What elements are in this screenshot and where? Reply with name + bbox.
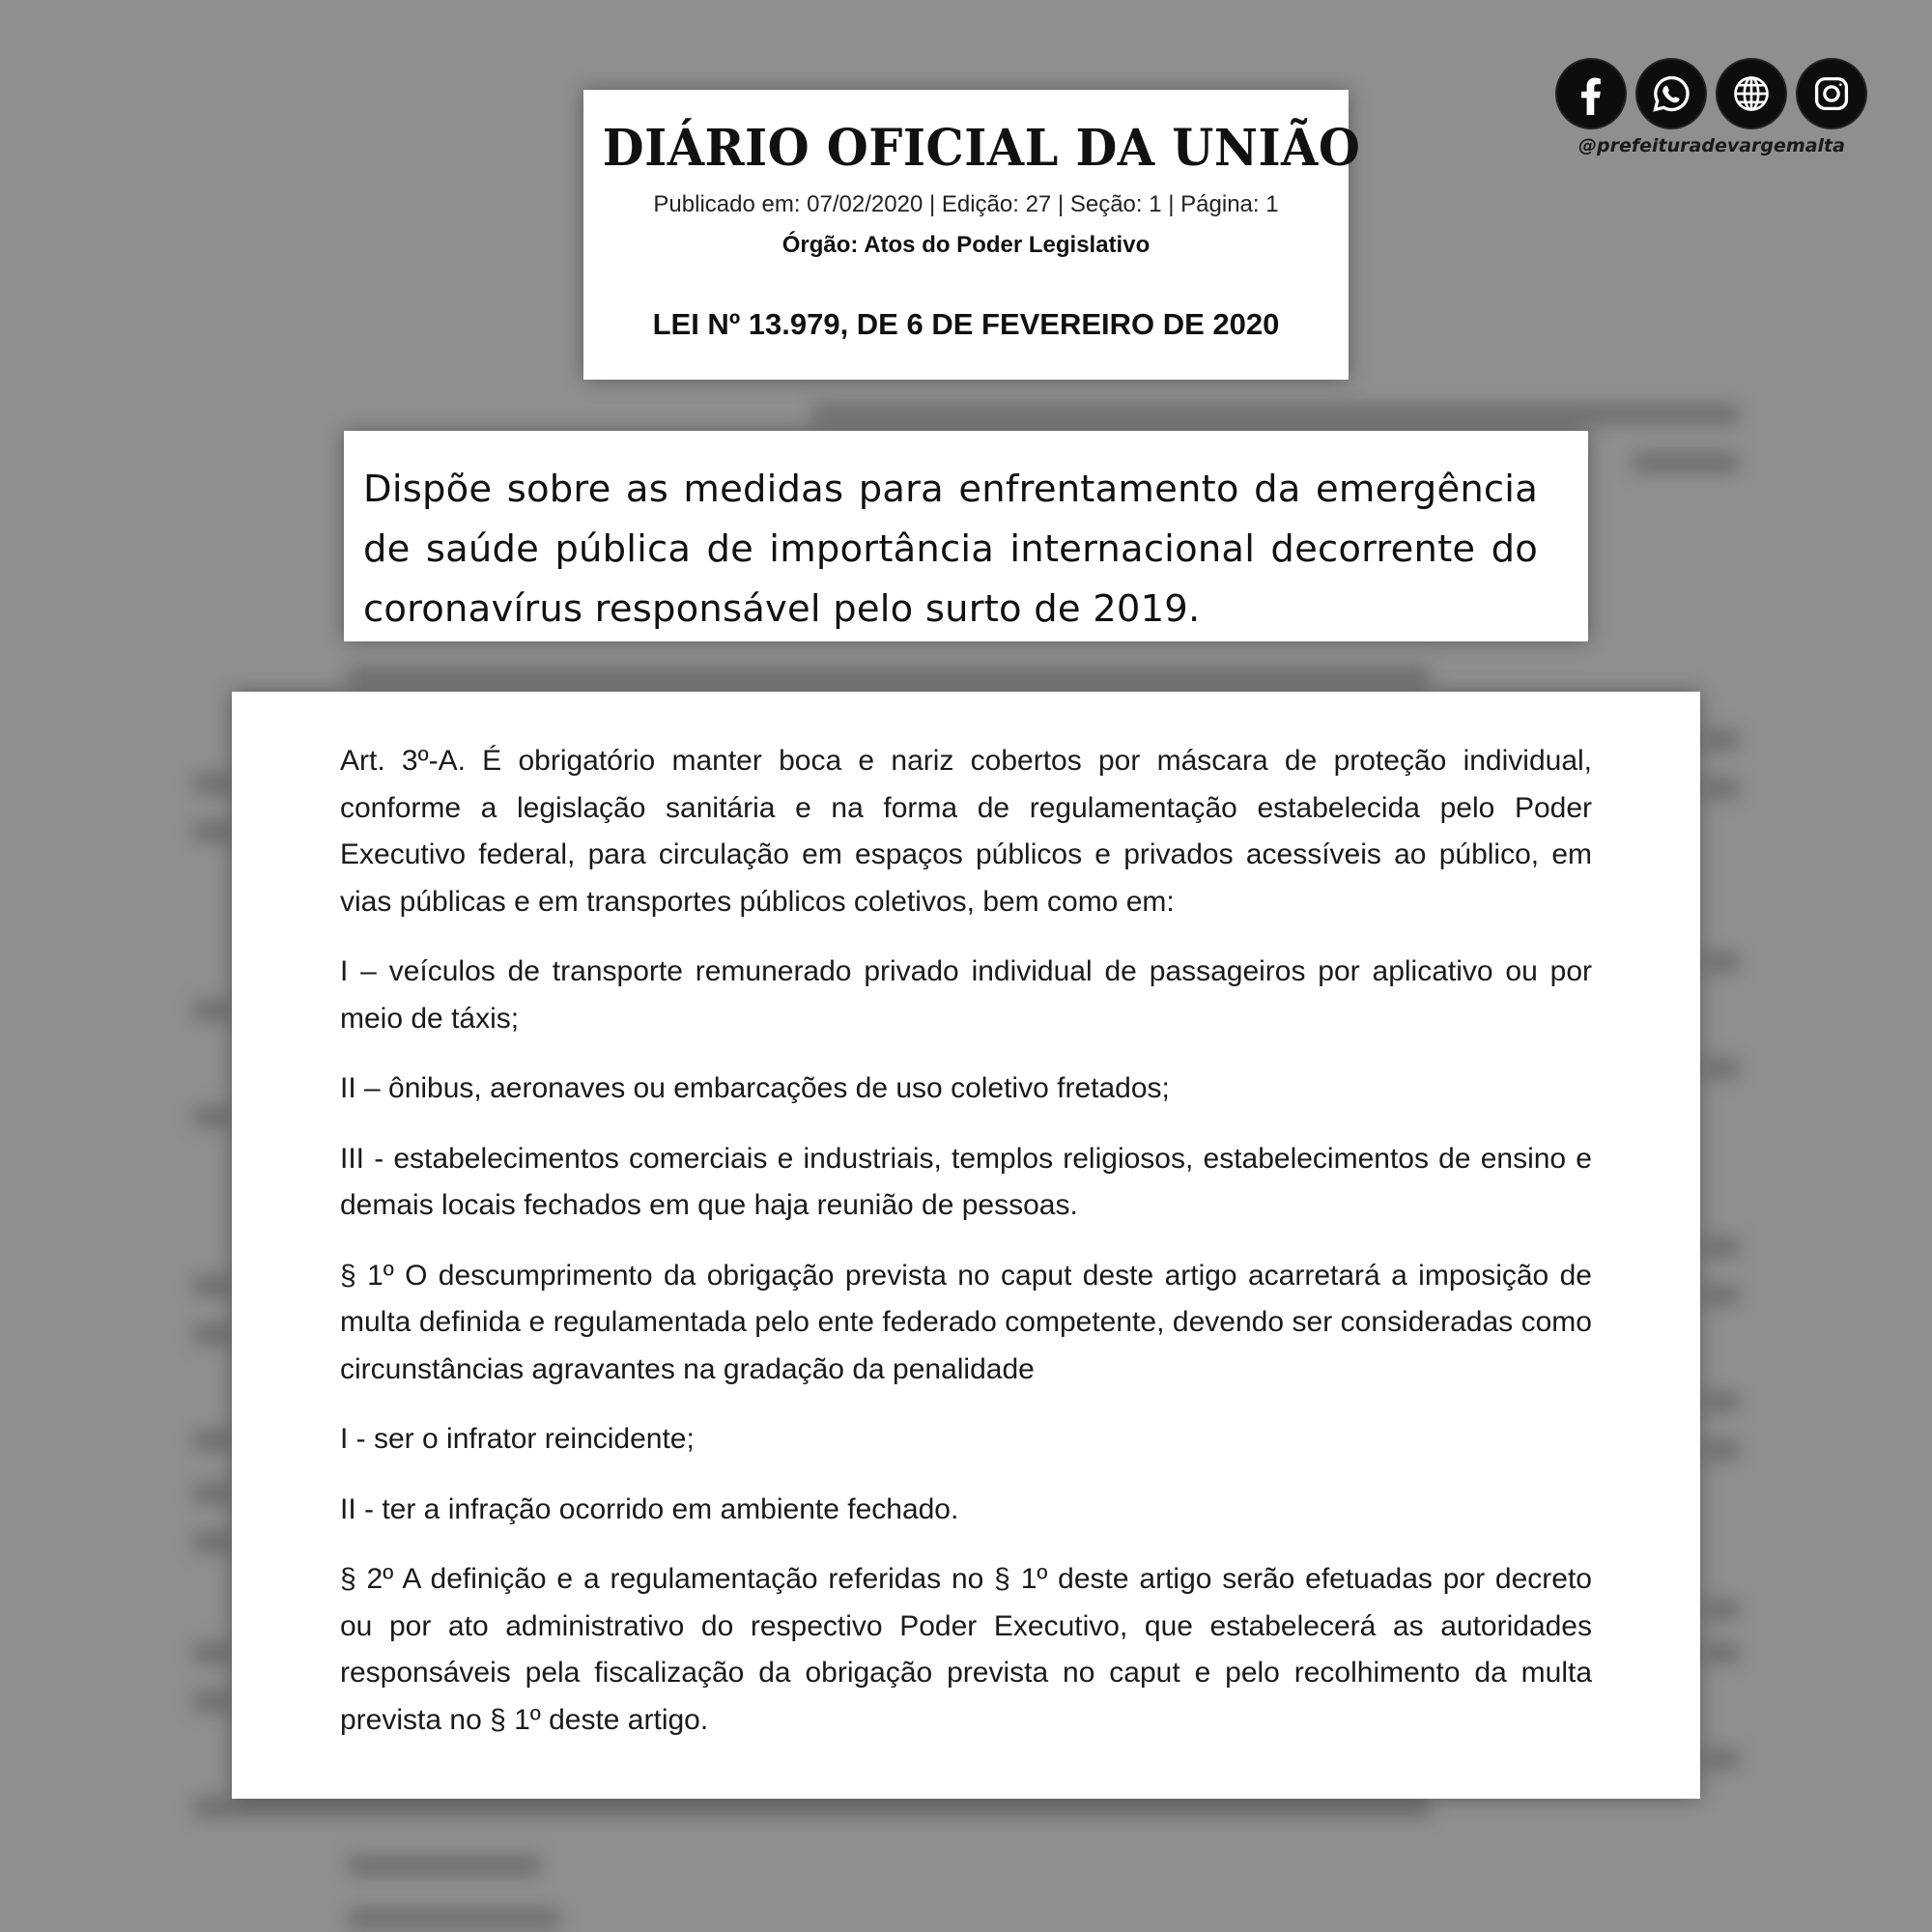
article-item: II – ônibus, aeronaves ou embarcações de uso coletivo fretados; [340, 1072, 1170, 1104]
article-card [232, 692, 1700, 1799]
article-paragraph: § 2º A definição e a regulamentação referidas no § 1º deste artigo serão efetuadas por decreto ou por ato administrativo do respectivo Poder Executivo, que estabelecerá as autoridades responsáveis pela fiscalização da obrigação prevista no caput e pelo recolhimento da multa prevista no § 1º deste artigo. [340, 1563, 1592, 1736]
instagram-icon[interactable] [1798, 60, 1865, 128]
globe-icon[interactable] [1718, 60, 1785, 128]
article-item: I – veículos de transporte remunerado privado individual de passageiros por aplicativo ou por meio de táxis; [340, 955, 1592, 1035]
ementa-text: Dispõe sobre as medidas para enfrentamento da emergência de saúde pública de importância internacional decorrente do coronavírus responsável pelo surto de 2019. [363, 468, 1538, 631]
social-handle: @prefeituradevargemalta [1578, 135, 1845, 156]
whatsapp-icon[interactable] [1637, 60, 1705, 128]
publication-title: DIÁRIO OFICIAL DA UNIÃO [602, 119, 1361, 178]
article-item: I - ser o infrator reincidente; [340, 1423, 695, 1455]
article-item: III - estabelecimentos comerciais e industriais, templos religiosos, estabelecimentos de ensino e demais locais fechados em que haja reunião de pessoas. [340, 1142, 1592, 1221]
facebook-icon[interactable] [1557, 60, 1625, 128]
orgao-label: Órgão: Atos do Poder Legislativo [781, 232, 1151, 258]
article-caput: Art. 3º-A. É obrigatório manter boca e nariz cobertos por máscara de proteção individual, conforme a legislação sanitária e na forma de regulamentação estabelecida pelo Poder Executivo federal, para circulação em espaços públicos e privados acessíveis ao público, em vias públicas e em transportes públicos coletivos, bem como em: [340, 745, 1592, 918]
ementa-card [344, 431, 1588, 641]
publication-info: Publicado em: 07/02/2020 | Edição: 27 | Seção: 1 | Página: 1 [653, 191, 1279, 217]
article-item: II - ter a infração ocorrido em ambiente fechado. [340, 1492, 959, 1525]
social-icons-bar [1557, 60, 1865, 128]
law-title: LEI Nº 13.979, DE 6 DE FEVEREIRO DE 2020 [652, 307, 1280, 341]
article-paragraph: § 1º O descumprimento da obrigação prevista no caput deste artigo acarretará a imposição de multa definida e regulamentada pelo ente federado competente, devendo ser consideradas como circunstâncias agravantes na gradação da penalidade [340, 1259, 1592, 1385]
dou-header-card [583, 90, 1361, 380]
